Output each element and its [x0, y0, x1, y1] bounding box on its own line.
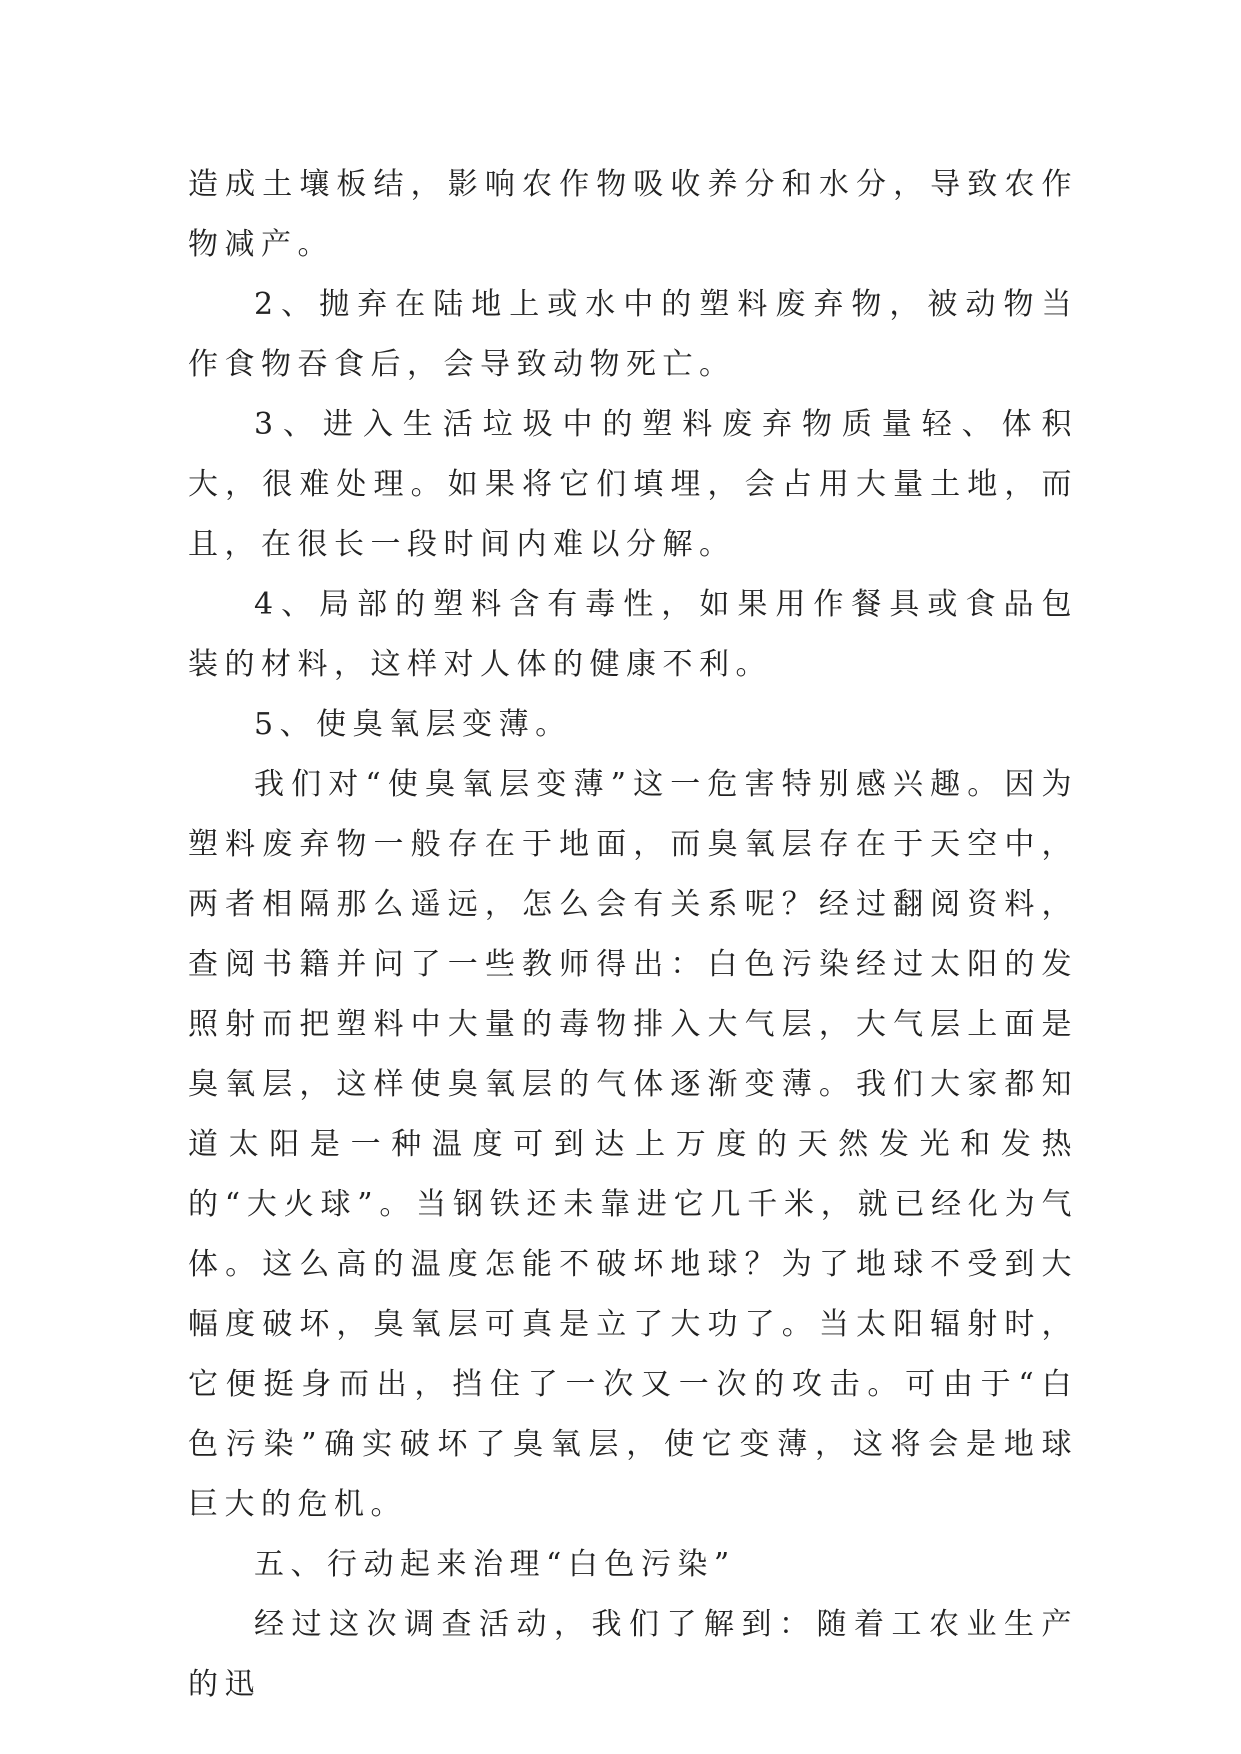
document-page	[188, 155, 1078, 1715]
paragraph-survey-conclusion: 经过这次调查活动，我们了解到：随着工农业生产的迅	[188, 1607, 1078, 1702]
paragraph-item-2: 2、抛弃在陆地上或水中的塑料废弃物，被动物当作食物吞食后，会导致动物死亡。	[188, 287, 1078, 382]
paragraph-continuation: 造成土壤板结，影响农作物吸收养分和水分，导致农作物减产。	[188, 167, 1078, 262]
paragraph-ozone-discussion: 我们对“使臭氧层变薄”这一危害特别感兴趣。因为塑料废弃物一般存在于地面，而臭氧层存在于天空中，两者相隔那么遥远，怎么会有关系呢？经过翻阅资料，查阅书籍并问了一些教师得出：白色污染经过太阳的发照射而把塑料中大量的毒物排入大气层，大气层上面是臭氧层，这样使臭氧层的气体逐渐变薄。我们大家都知道太阳是一种温度可到达上万度的天然发光和发热的“大火球”。当钢铁还未靠进它几千米，就已经化为气体。这么高的温度怎能不破坏地球？为了地球不受到大幅度破坏，臭氧层可真是立了大功了。当太阳辐射时，它便挺身而出，挡住了一次又一次的攻击。可由于“白色污染”确实破坏了臭氧层，使它变薄，这将会是地球巨大的危机。	[188, 767, 1078, 1522]
paragraph-item-4: 4、局部的塑料含有毒性，如果用作餐具或食品包装的材料，这样对人体的健康不利。	[188, 587, 1078, 682]
paragraph-item-3: 3、进入生活垃圾中的塑料废弃物质量轻、体积大，很难处理。如果将它们填埋，会占用大量土地，而且，在很长一段时间内难以分解。	[188, 407, 1078, 562]
section-heading-five: 五、行动起来治理“白色污染”	[254, 1547, 736, 1582]
paragraph-item-5: 5、使臭氧层变薄。	[254, 707, 572, 742]
